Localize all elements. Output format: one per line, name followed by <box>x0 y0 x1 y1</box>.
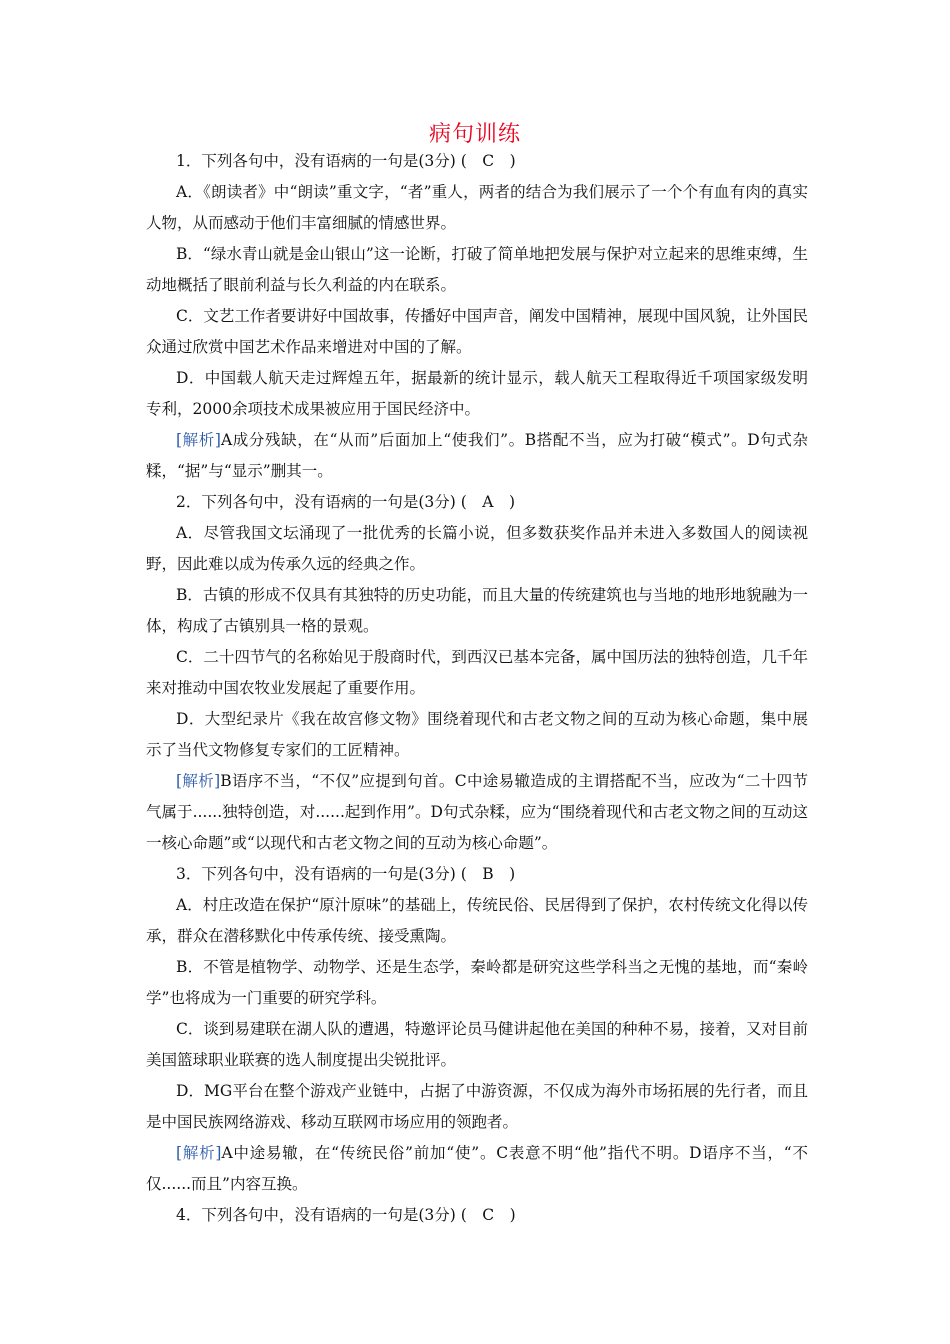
option-c: C．谈到易建联在湖人队的遭遇，特邀评论员马健讲起他在美国的种种不易，接着，又对目前美国篮球职业联赛的选人制度提出尖锐批评。 <box>146 1020 808 1069</box>
analysis-tag: [解析] <box>176 772 221 790</box>
question-stem: 4．下列各句中，没有语病的一句是(3分) ( C ) <box>176 1206 516 1224</box>
option-c: C．文艺工作者要讲好中国故事，传播好中国声音，阐发中国精神，展现中国风貌，让外国民众通过欣赏中国艺术作品来增进对中国的了解。 <box>146 307 808 356</box>
option-d: D．大型纪录片《我在故宫修文物》围绕着现代和古老文物之间的互动为核心命题，集中展示了当代文物修复专家们的工匠精神。 <box>146 710 808 759</box>
option-a: A．《朗读者》中“朗读”重文字，“者”重人，两者的结合为我们展示了一个个有血有肉的真实人物，从而感动于他们丰富细腻的情感世界。 <box>146 183 808 232</box>
question-4 <box>146 1200 808 1231</box>
analysis-text: B语序不当，“不仅”应提到句首。C中途易辙造成的主谓搭配不当，应改为“二十四节气属于......独特创造，对......起到作用”。D句式杂糅，应为“围绕着现代和古老文物之间的互动这一核心命题”或“以现代和古老文物之间的互动为核心命题”。 <box>146 772 808 852</box>
question-2 <box>146 487 808 859</box>
option-d: D．MG平台在整个游戏产业链中，占据了中游资源，不仅成为海外市场拓展的先行者，而且是中国民族网络游戏、移动互联网市场应用的领跑者。 <box>146 1082 808 1131</box>
analysis-tag: [解析] <box>176 431 221 449</box>
question-stem: 2．下列各句中，没有语病的一句是(3分) ( A ) <box>176 493 516 511</box>
option-a: A．村庄改造在保护“原汁原味”的基础上，传统民俗、民居得到了保护，农村传统文化得以传承，群众在潜移默化中传承传统、接受熏陶。 <box>146 896 808 945</box>
question-3 <box>146 859 808 1200</box>
question-1 <box>146 146 808 487</box>
analysis-text: A成分残缺，在“从而”后面加上“使我们”。B搭配不当，应为打破“模式”。D句式杂糅，“据”与“显示”删其一。 <box>146 431 808 480</box>
analysis <box>146 425 808 487</box>
document-body <box>146 146 808 1231</box>
analysis-tag: [解析] <box>176 1144 222 1162</box>
option-b: B．古镇的形成不仅具有其独特的历史功能，而且大量的传统建筑也与当地的地形地貌融为一体，构成了古镇别具一格的景观。 <box>146 586 808 635</box>
question-stem: 3．下列各句中，没有语病的一句是(3分) ( B ) <box>176 865 516 883</box>
analysis-text: A中途易辙，在“传统民俗”前加“使”。C表意不明“他”指代不明。D语序不当，“不仅......而且”内容互换。 <box>146 1144 808 1193</box>
option-c: C．二十四节气的名称始见于殷商时代，到西汉已基本完备，属中国历法的独特创造，几千年来对推动中国农牧业发展起了重要作用。 <box>146 648 808 697</box>
option-b: B．“绿水青山就是金山银山”这一论断，打破了简单地把发展与保护对立起来的思维束缚，生动地概括了眼前利益与长久利益的内在联系。 <box>146 245 808 294</box>
analysis <box>146 1138 808 1200</box>
page-title: 病句训练 <box>428 122 521 147</box>
analysis <box>146 766 808 859</box>
question-stem: 1．下列各句中，没有语病的一句是(3分) ( C ) <box>176 152 516 170</box>
option-a: A．尽管我国文坛涌现了一批优秀的长篇小说，但多数获奖作品并未进入多数国人的阅读视野，因此难以成为传承久远的经典之作。 <box>146 524 808 573</box>
option-b: B．不管是植物学、动物学、还是生态学，秦岭都是研究这些学科当之无愧的基地，而“秦岭学”也将成为一门重要的研究学科。 <box>146 958 808 1007</box>
option-d: D．中国载人航天走过辉煌五年，据最新的统计显示，载人航天工程取得近千项国家级发明专利，2000余项技术成果被应用于国民经济中。 <box>146 369 808 418</box>
